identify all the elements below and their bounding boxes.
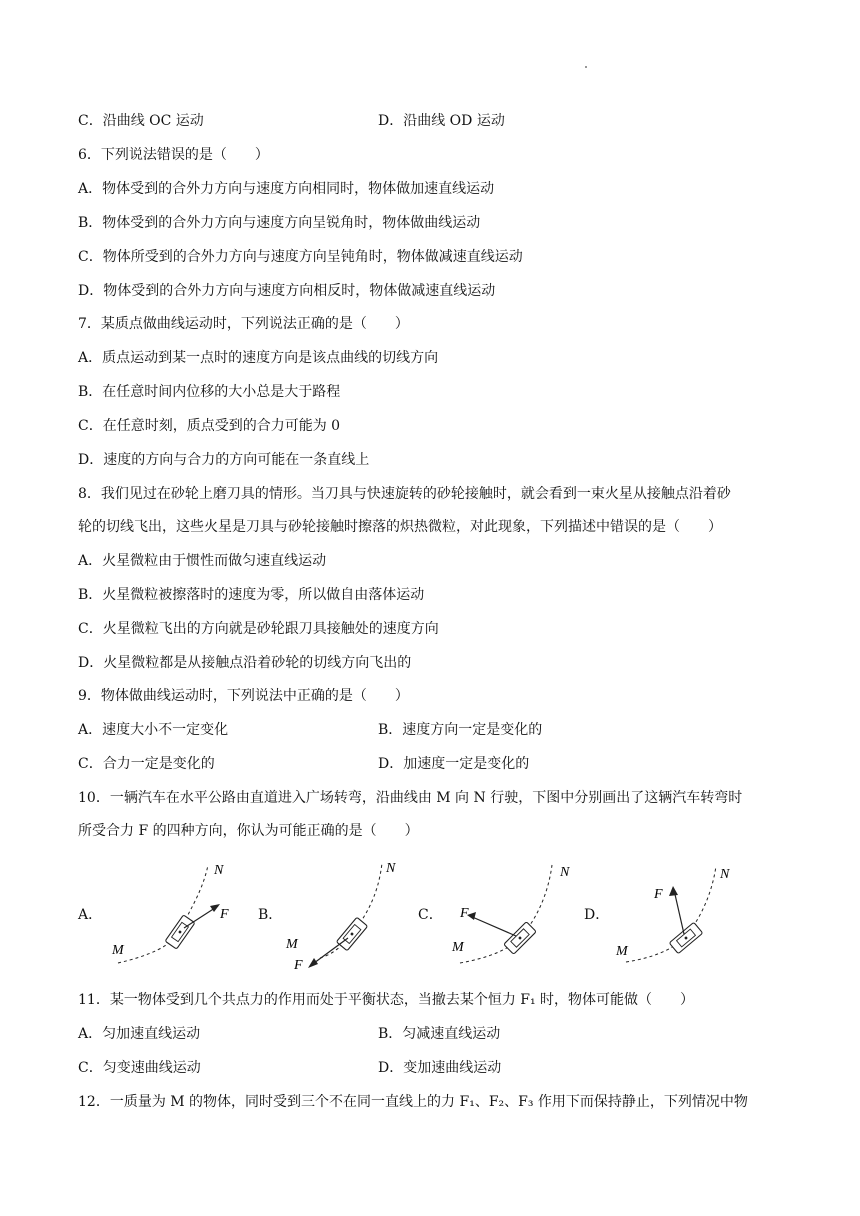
q5-option-c: C．沿曲线 OC 运动: [78, 113, 204, 129]
q10-figure-c: [448, 860, 588, 974]
q6-option-a: A．物体受到的合外力方向与速度方向相同时，物体做加速直线运动: [78, 181, 495, 197]
q10-fig-c-n: N: [560, 865, 570, 880]
q7-option-a: A．质点运动到某一点时的速度方向是该点曲线的切线方向: [78, 350, 439, 366]
q10-fig-c-m: M: [452, 940, 464, 955]
q10-fig-a-n: N: [214, 863, 224, 878]
q10-stem-line2: 所受合力 F 的四种方向，你认为可能正确的是（ ）: [78, 823, 419, 839]
q10-fig-d-label: D．: [584, 907, 610, 923]
q10-stem-line1: 10．一辆汽车在水平公路由直道进入广场转弯，沿曲线由 M 向 N 行驶，下图中分别画出了这辆汽车转弯时: [78, 790, 743, 806]
q10-fig-a-force: F: [220, 907, 229, 922]
q10-fig-a-label: A．: [78, 907, 103, 923]
q11-stem: 11．某一物体受到几个共点力的作用而处于平衡状态，当撤去某个恒力 F₁ 时，物体可能做（ ）: [78, 992, 695, 1008]
q7-option-b: B．在任意时间内位移的大小总是大于路程: [78, 384, 341, 400]
q7-option-d: D．速度的方向与合力的方向可能在一条直线上: [78, 452, 370, 468]
q6-option-c: C．物体所受到的合外力方向与速度方向呈钝角时，物体做减速直线运动: [78, 249, 523, 265]
q7-stem: 7．某质点做曲线运动时，下列说法正确的是（ ）: [78, 316, 409, 332]
q8-option-a: A．火星微粒由于惯性而做匀速直线运动: [78, 553, 327, 569]
q8-stem-line1: 8．我们见过在砂轮上磨刀具的情形。当刀具与快速旋转的砂轮接触时，就会看到一束火星从接触点沿着砂: [78, 486, 731, 502]
q9-stem: 9．物体做曲线运动时，下列说法中正确的是（ ）: [78, 688, 409, 704]
q10-figure-d: [612, 862, 752, 974]
q6-stem: 6．下列说法错误的是（ ）: [78, 147, 269, 163]
q6-option-d: D．物体受到的合外力方向与速度方向相反时，物体做减速直线运动: [78, 283, 496, 299]
q11-option-d: D．变加速曲线运动: [378, 1060, 502, 1076]
q6-option-b: B．物体受到的合外力方向与速度方向呈锐角时，物体做曲线运动: [78, 215, 481, 231]
q10-fig-c-label: C．: [418, 907, 443, 923]
q9-option-d: D．加速度一定是变化的: [378, 756, 530, 772]
q10-figure-b: [282, 858, 412, 974]
q10-fig-d-m: M: [616, 944, 628, 959]
q9-option-c: C．合力一定是变化的: [78, 756, 215, 772]
q10-fig-b-m: M: [286, 937, 298, 952]
q10-figure-a: [108, 860, 248, 974]
q8-option-d: D．火星微粒都是从接触点沿着砂轮的切线方向飞出的: [78, 655, 412, 671]
q8-stem-line2: 轮的切线飞出，这些火星是刀具与砂轮接触时擦落的炽热微粒，对此现象，下列描述中错误的是（ ）: [78, 519, 722, 535]
q12-stem: 12．一质量为 M 的物体，同时受到三个不在同一直线上的力 F₁、F₂、F₃ 作用下而保持静止，下列情况中物: [78, 1094, 748, 1110]
q10-fig-b-label: B．: [258, 907, 283, 923]
q9-option-a: A．速度大小不一定变化: [78, 722, 229, 738]
q10-fig-d-n: N: [720, 867, 730, 882]
q7-option-c: C．在任意时刻，质点受到的合力可能为 0: [78, 418, 341, 434]
q10-fig-b-n: N: [386, 861, 396, 876]
q10-fig-b-force: F: [294, 958, 303, 973]
q10-fig-c-force: F: [460, 906, 469, 921]
q8-option-c: C．火星微粒飞出的方向就是砂轮跟刀具接触处的速度方向: [78, 621, 439, 637]
q11-option-a: A．匀加速直线运动: [78, 1026, 201, 1042]
q9-option-b: B．速度方向一定是变化的: [378, 722, 543, 738]
q11-option-b: B．匀减速直线运动: [378, 1026, 501, 1042]
q8-option-b: B．火星微粒被擦落时的速度为零，所以做自由落体运动: [78, 587, 425, 603]
q5-option-d: D．沿曲线 OD 运动: [378, 113, 505, 129]
q10-fig-d-force: F: [654, 887, 663, 902]
q10-fig-a-m: M: [112, 943, 124, 958]
q11-option-c: C．匀变速曲线运动: [78, 1060, 201, 1076]
header-dot: [585, 66, 587, 68]
